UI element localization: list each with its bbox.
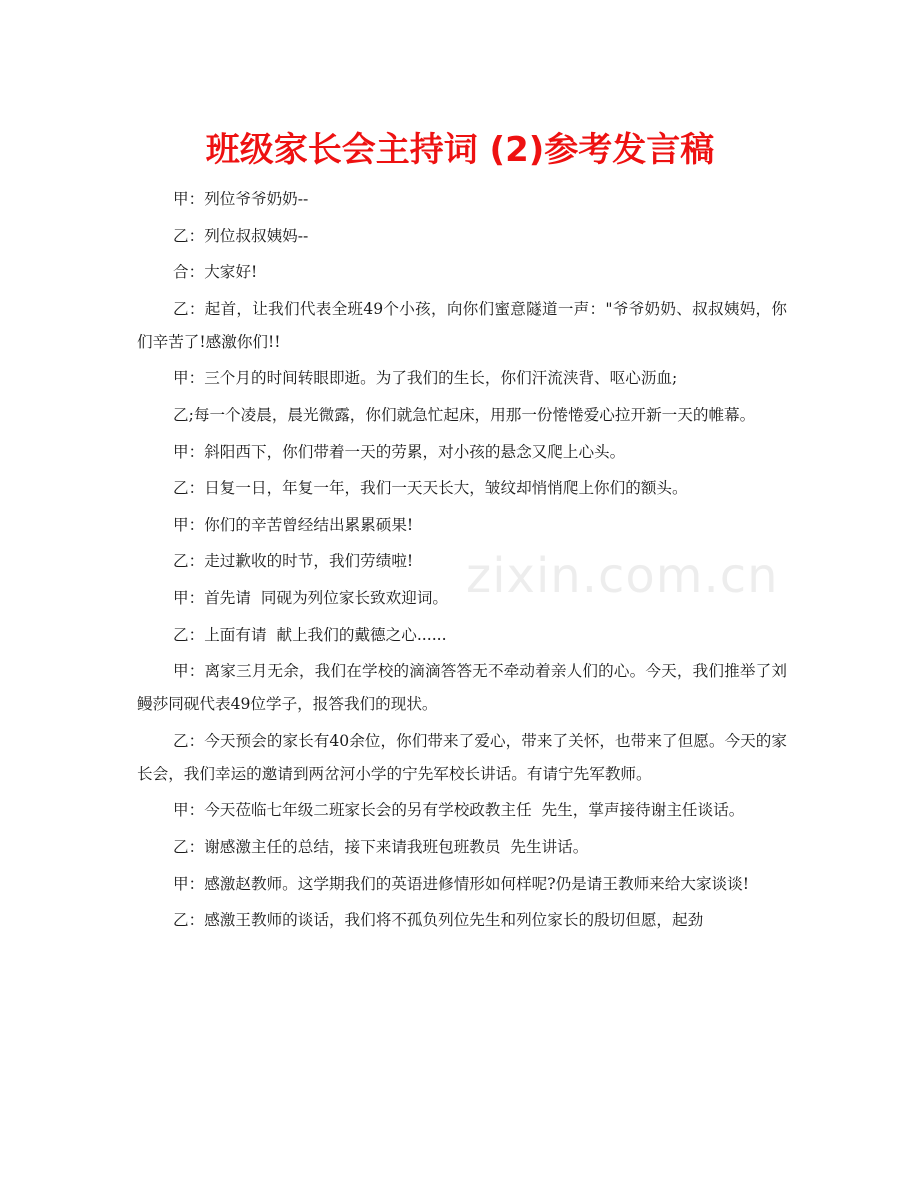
paragraph: 乙：起首，让我们代表全班49个小孩，向你们蜜意隧道一声："爷爷奶奶、叔叔姨妈，你们辛苦了!感激你们!! [137,299,787,351]
document-title: 班级家长会主持词 (2)参考发言稿 [205,130,715,170]
paragraph: 甲：斜阳西下，你们带着一天的劳累，对小孩的悬念又爬上心头。 [173,442,626,461]
paragraph: 甲：今天莅临七年级二班家长会的另有学校政教主任 先生，掌声接待谢主任谈话。 [173,801,745,820]
paragraph: 甲：离家三月无余，我们在学校的滴滴答答无不牵动着亲人们的心。今天，我们推举了刘鳗莎同砚代表49位学子，报答我们的现状。 [137,662,787,714]
paragraph: 乙：感激王教师的谈话，我们将不孤负列位先生和列位家长的殷切但愿，起劲 [173,911,704,930]
paragraph: 甲：你们的辛苦曾经结出累累硕果! [173,515,414,534]
paragraph: 甲：列位爷爷奶奶-- [173,190,309,208]
paragraph: 合：大家好! [173,263,258,282]
watermark: zixin.com.cn [466,548,779,604]
paragraph: 乙：今天预会的家长有40余位，你们带来了爱心，带来了关怀，也带来了但愿。今天的家长会，我们幸运的邀请到两岔河小学的宁先军校长讲话。有请宁先军教师。 [137,731,787,783]
paragraph: 甲：首先请 同砚为列位家长致欢迎词。 [173,588,449,607]
paragraph: 甲：三个月的时间转眼即逝。为了我们的生长，你们汗流浃背、呕心沥血; [173,369,678,388]
paragraph: 甲：感激赵教师。这学期我们的英语进修情形如何样呢?仍是请王教师来给大家谈谈! [173,874,750,893]
paragraph: 乙：列位叔叔姨妈-- [173,226,309,245]
paragraph: 乙：上面有请 献上我们的戴德之心...... [173,625,447,644]
paragraph: 乙：日复一日，年复一年，我们一天天长大，皱纹却悄悄爬上你们的额头。 [173,479,688,498]
paragraph: 乙;每一个凌晨，晨光微露，你们就急忙起床，用那一份惓惓爱心拉开新一天的帷幕。 [173,405,756,424]
paragraph: 乙：走过歉收的时节，我们劳绩啦! [173,552,414,571]
document-body [137,183,787,941]
paragraph: 乙：谢感激主任的总结，接下来请我班包班教员 先生讲话。 [173,837,589,856]
